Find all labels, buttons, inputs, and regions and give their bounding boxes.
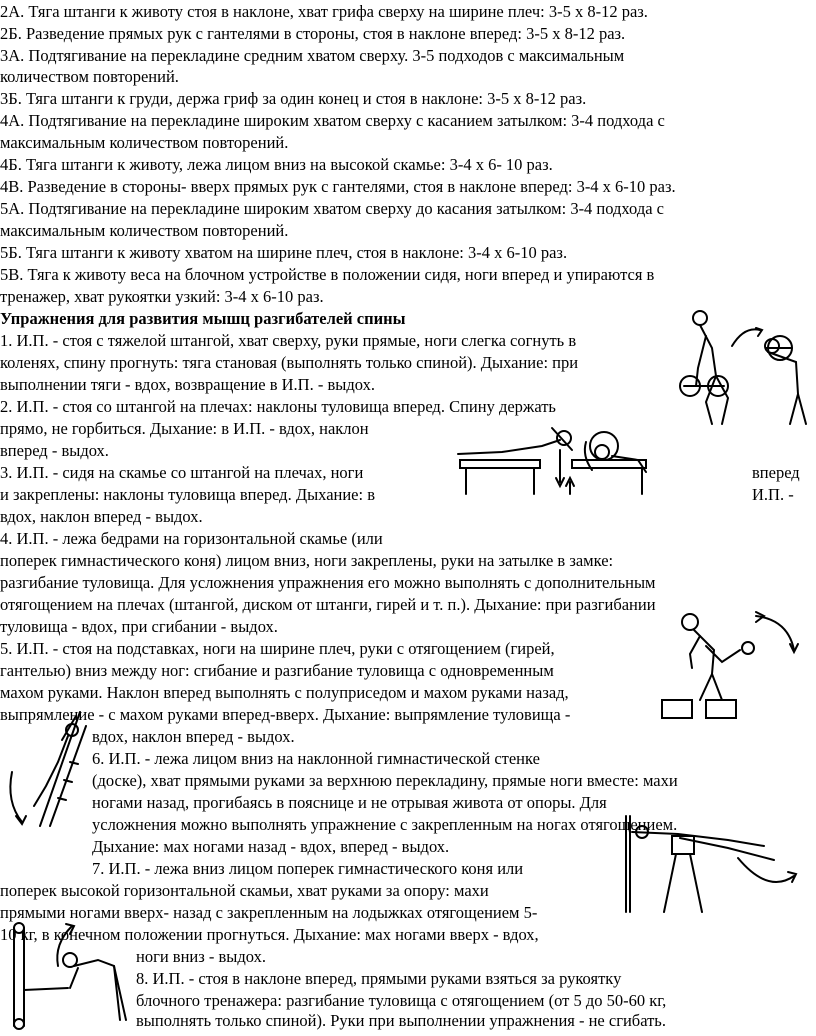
text-line: вдох, наклон вперед - выдох. <box>92 727 295 746</box>
text-line: разгибание туловища. Для усложнения упражнения его можно выполнять с дополнительным <box>0 573 656 592</box>
text-line: количеством повторений. <box>0 67 179 86</box>
bench-bend-illustration <box>452 420 652 500</box>
text-line: туловища - вдох, при сгибании - выдох. <box>0 617 278 636</box>
text-line: махом руками. Наклон вперед выполнять с полуприседом и махом руками назад, <box>0 683 569 702</box>
incline-wall-illustration <box>2 706 88 830</box>
cable-extension-illustration <box>8 920 134 1032</box>
text-line: 5. И.П. - стоя на подставках, ноги на ширине плеч, руки с отягощением (гирей, <box>0 639 555 658</box>
text-line: прямыми ногами вверх- назад с закрепленным на лодыжках отягощением 5- <box>0 903 538 922</box>
text-line: 2. И.П. - стоя со штангой на плечах: наклоны туловища вперед. Спину держать <box>0 397 556 416</box>
text-line: вперед - выдох. <box>0 441 109 460</box>
section-heading: Упражнения для развития мышц разгибателей спины <box>0 309 406 328</box>
text-line: коленях, спину прогнуть: тяга становая (выполнять только спиной). Дыхание: при <box>0 353 579 372</box>
text-line: 3. И.П. - сидя на скамье со штангой на плечах, ноги <box>0 463 364 482</box>
text-line: отягощением на плечах (штангой, диском от штанги, гирей и т. п.). Дыхание: при разгибании <box>0 595 656 614</box>
text-line: и закреплены: наклоны туловища вперед. Дыхание: в <box>0 485 375 504</box>
text-line: прямо, не горбиться. Дыхание: в И.П. - вдох, наклон <box>0 419 369 438</box>
text-line: ноги вниз - выдох. <box>136 947 267 966</box>
text-line: (доске), хват прямыми руками за верхнюю перекладину, прямые ноги вместе: махи <box>92 771 678 790</box>
text-line: Дыхание: мах ногами назад - вдох, вперед - выдох. <box>92 837 450 856</box>
text-line: 3А. Подтягивание на перекладине средним хватом сверху. 3-5 подходов с максимальным <box>0 46 625 65</box>
text-line: максимальным количеством повторений. <box>0 133 289 152</box>
text-line: 2Б. Разведение прямых рук с гантелями в стороны, стоя в наклоне вперед: 3-5 х 8-12 раз. <box>0 24 626 43</box>
text-line: 5А. Подтягивание на перекладине широким хватом сверху до касания затылком: 3-4 подхода с <box>0 199 664 218</box>
text-line: выпрямление - с махом руками вперед-вверх. Дыхание: выпрямление туловища - <box>0 705 571 724</box>
swing-illustration <box>656 604 814 720</box>
text-line: И.П. - <box>752 485 794 504</box>
horse-leg-raise-illustration <box>618 812 814 914</box>
text-line: поперек гимнастического коня) лицом вниз, ноги закреплены, руки на затылке в замке: <box>0 551 614 570</box>
text-line: 5В. Тяга к животу веса на блочном устройстве в положении сидя, ноги вперед и упираются в <box>0 265 655 284</box>
text-line: 7. И.П. - лежа вниз лицом поперек гимнастического коня или <box>92 859 524 878</box>
text-line: 2А. Тяга штанги к животу стоя в наклоне, хват грифа сверху на ширине плеч: 3-5 х 8-12 раз. <box>0 2 648 21</box>
text-line: ногами назад, прогибаясь в пояснице и не отрывая живота от опоры. Для <box>92 793 607 812</box>
text-line: 6. И.П. - лежа лицом вниз на наклонной гимнастической стенке <box>92 749 540 768</box>
text-line: 4Б. Тяга штанги к животу, лежа лицом вниз на высокой скамье: 3-4 х 6- 10 раз. <box>0 155 553 174</box>
text-line: 4В. Разведение в стороны- вверх прямых рук с гантелями, стоя в наклоне вперед: 3-4 х 6-10 раз. <box>0 177 676 196</box>
text-line: 1. И.П. - стоя с тяжелой штангой, хват сверху, руки прямые, ноги слегка согнуть в <box>0 331 577 350</box>
deadlift-illustration <box>672 306 814 424</box>
text-line: 10 кг, в конечном положении прогнуться. Дыхание: мах ногами вверх - вдох, <box>0 925 539 944</box>
text-line: выполнении тяги - вдох, возвращение в И.П. - выдох. <box>0 375 375 394</box>
text-line: 3Б. Тяга штанги к груди, держа гриф за один конец и стоя в наклоне: 3-5 х 8-12 раз. <box>0 89 587 108</box>
text-line: поперек высокой горизонтальной скамьи, хват руками за опору: махи <box>0 881 489 900</box>
text-line: 5Б. Тяга штанги к животу хватом на ширине плеч, стоя в наклоне: 3-4 х 6-10 раз. <box>0 243 568 262</box>
text-line: тренажер, хват рукоятки узкий: 3-4 х 6-10 раз. <box>0 287 324 306</box>
text-line: 4. И.П. - лежа бедрами на горизонтальной скамье (или <box>0 529 383 548</box>
text-line: 8. И.П. - стоя в наклоне вперед, прямыми руками взяться за рукоятку <box>136 969 622 988</box>
text-line: 4А. Подтягивание на перекладине широким хватом сверху с касанием затылком: 3-4 подхода с <box>0 111 665 130</box>
text-line: вперед <box>752 463 800 482</box>
text-line: блочного тренажера: разгибание туловища с отягощением (от 5 до 50-60 кг, <box>136 991 667 1010</box>
text-line: вдох, наклон вперед - выдох. <box>0 507 203 526</box>
text-line: усложнения можно выполнять упражнение с закрепленным на ногах отягощением. <box>92 815 678 834</box>
text-line: максимальным количеством повторений. <box>0 221 289 240</box>
text-line: гантелью) вниз между ног: сгибание и разгибание туловища с одновременным <box>0 661 554 680</box>
text-line: выполнять только спиной). Руки при выполнении упражнения - не сгибать. <box>136 1011 666 1030</box>
